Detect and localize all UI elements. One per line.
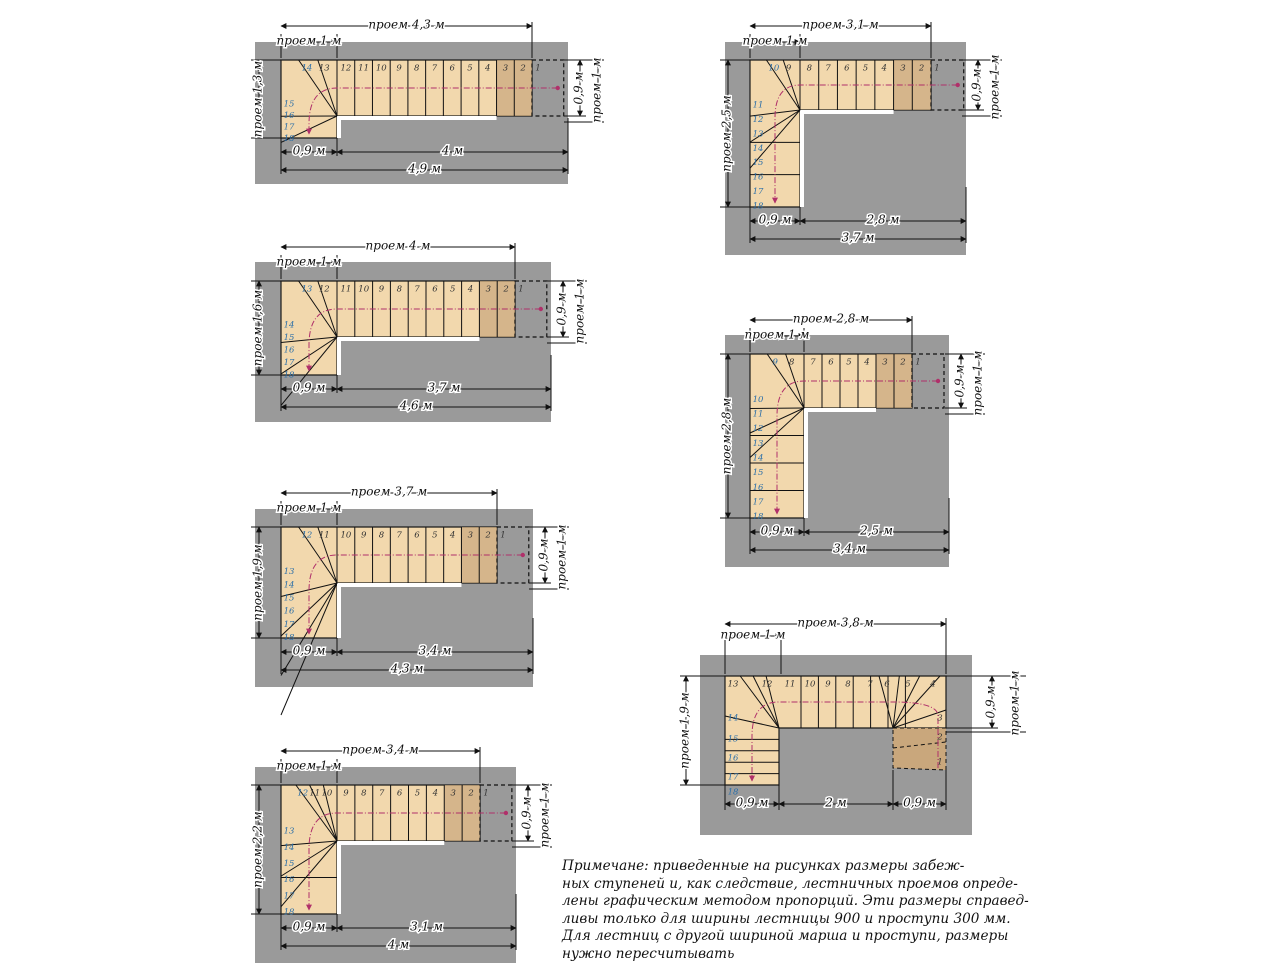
opening-dimension: проем 1 м [720,627,786,642]
step-number: 17 [283,357,295,368]
step-number: 15 [727,734,739,745]
bottom-dimension-first: 0,9 м [292,643,326,658]
step-number: 4 [881,63,887,74]
note-line: лены графическим методом пропорций. Эти размеры справед- [562,893,1029,910]
start-dot [936,379,940,383]
bottom-dimension-first: 0,9 м [758,212,792,227]
note-line: Для лестниц с другой шириной марша и проступи, размеры [562,928,1009,945]
step-number: 2 [937,732,943,743]
step-number: 15 [283,333,295,344]
leg-gap [337,116,341,138]
landing-opening-dimension: проем 1 м [589,57,604,123]
step-number: 10 [375,63,387,74]
step-number: 8 [396,284,403,295]
step-number: 16 [283,606,295,617]
step-number: 3 [485,284,492,295]
step-number: 3 [502,63,509,74]
step-number: 9 [396,63,402,74]
step-number: 17 [752,186,764,197]
bottom-dimension-second: 3,1 м [410,919,443,934]
step-number: 3 [467,530,474,541]
step-number: 14 [301,63,313,74]
step-number: 1 [535,63,541,74]
step-number: 4 [930,679,936,690]
leg-gap [337,337,341,375]
opening-dimension: проем 1 м [276,254,342,269]
step-number: 13 [301,284,313,295]
step-number: 7 [414,284,420,295]
bottom-dimension-total: 4,6 м [399,398,433,413]
landing-opening-dimension: проем 1 м [987,54,1002,120]
bottom-dimension-second: 2 м [825,795,847,810]
top-opening-dimension: проем 3,8 м [797,615,874,630]
diagram-d2 [251,239,588,423]
step-number: 1 [934,63,940,74]
step-number: 10 [340,530,352,541]
side-opening-dimension: проем 2,8 м [719,397,734,475]
step-number: 4 [484,63,491,74]
step-number: 13 [283,826,295,837]
step-number: 17 [752,497,764,508]
step-number: 16 [283,875,295,886]
opening-dimension: проем 1 м [276,33,342,48]
step-number: 1 [937,757,943,768]
step-number: 4 [449,530,456,541]
step-number: 7 [378,788,385,799]
step-number: 18 [283,370,295,381]
step-number: 9 [785,63,792,74]
step-number: 9 [378,284,385,295]
side-opening-dimension: проем 1,6 м [250,289,265,367]
step-number: 17 [727,772,739,783]
step-number: 3 [937,713,943,724]
bottom-dimension-first: 0,9 м [735,795,769,810]
step-number: 15 [752,158,764,169]
step-number: 11 [340,284,352,295]
diagram-d7 [678,616,1027,836]
step-number: 12 [752,424,764,435]
step-number: 14 [752,143,764,154]
flight-gap [804,408,876,412]
step-number: 18 [283,632,295,643]
step-number: 2 [468,788,474,799]
flight-gap [337,337,479,341]
start-dot [956,83,960,87]
step-number: 14 [727,713,739,724]
step-number: 14 [283,320,295,331]
landing-opening-dimension: проем 1 м [572,278,587,344]
opening-dimension: проем 1 м [744,327,810,342]
step-number: 6 [414,530,420,541]
step-number: 15 [283,593,295,604]
step-number: 12 [752,115,764,126]
step-number: 9 [343,788,349,799]
step-number: 6 [884,679,890,690]
landing-width-dimension: 0,9 м [952,364,967,398]
step-number: 12 [318,284,330,295]
step-number: 18 [283,133,295,144]
step-number: 5 [449,284,456,295]
step-number: 8 [845,679,851,690]
step-number: 2 [485,530,491,541]
step-number: 14 [283,842,295,853]
step-number: 10 [358,284,370,295]
landing-opening-dimension: проем 1 м [970,350,985,416]
bottom-dimension-second: 2,5 м [860,523,893,538]
step-number: 17 [283,122,295,133]
flight-gap [337,583,461,587]
bottom-dimension-first: 0,9 м [292,919,326,934]
step-number: 8 [806,63,813,74]
step-number: 9 [825,679,831,690]
step-number: 4 [864,357,870,368]
bottom-dimension-second: 3,7 м [427,380,461,395]
bottom-dimension-first: 0,9 м [292,143,326,158]
start-dot [504,811,508,815]
step-number: 13 [283,567,295,578]
step-number: 6 [828,357,834,368]
step-number: 18 [283,907,295,918]
flight-gap [337,116,497,120]
start-dot [521,553,525,557]
top-opening-dimension: проем 3,7 м [350,484,428,499]
step-number: 2 [520,63,526,74]
step-number: 8 [378,530,385,541]
landing-width-dimension: 0,9 м [554,292,569,326]
step-number: 9 [772,357,778,368]
top-opening-dimension: проем 3,1 м [802,17,879,32]
step-number: 11 [752,409,764,420]
step-number: 10 [752,394,764,405]
side-opening-dimension: проем 1,9 м [677,692,692,769]
step-number: 10 [321,788,333,799]
step-number: 1 [915,357,921,368]
step-number: 6 [844,63,850,74]
step-number: 6 [449,63,455,74]
step-number: 16 [283,110,295,121]
start-dot [539,307,543,311]
step-number: 4 [467,284,474,295]
step-number: 12 [301,530,313,541]
step-number: 8 [789,357,795,368]
step-number: 18 [752,201,764,212]
top-opening-dimension: проем 2,8 м [792,311,870,326]
step-number: 5 [432,530,438,541]
step-number: 7 [810,357,816,368]
landing-width-dimension: 0,9 м [969,68,984,102]
step-number: 15 [283,858,295,869]
diagram-d1 [251,18,605,185]
step-number: 3 [900,63,906,74]
bottom-dimension-first: 0,9 м [292,380,326,395]
flight-gap [800,110,894,114]
diagram-d6 [720,312,986,568]
bottom-dimension-total: 4,3 м [390,661,424,676]
flight-gap [337,841,444,845]
step-number: 14 [752,453,764,464]
top-opening-dimension: проем 4,3 м [368,17,445,32]
opening-dimension: проем 1 м [742,33,808,48]
step-number: 11 [318,530,330,541]
landing-opening-dimension: проем 1 м [1007,670,1022,736]
step-number: 12 [340,63,352,74]
diagram-d3 [251,485,570,716]
bottom-dimension-second: 4 м [441,143,464,158]
side-opening-dimension: проем 2,2 м [250,811,265,888]
leg-gap [337,841,341,914]
step-number: 16 [752,482,764,493]
bottom-dimension-first: 0,9 м [760,523,794,538]
step-number: 11 [752,100,764,111]
side-opening-dimension: проем 2,5 м [719,95,734,172]
step-number: 11 [309,788,321,799]
step-number: 12 [761,679,773,690]
step-number: 5 [846,357,852,368]
step-number: 18 [752,512,764,523]
diagram-d4 [251,743,553,964]
note-text [562,858,1062,964]
step-number: 12 [297,788,309,799]
step-number: 18 [727,787,739,798]
bottom-dimension-total: 3,4 м [833,541,866,556]
note-line: ливы только для ширины лестницы 900 и проступи 300 мм. [562,910,1011,927]
step-number: 7 [867,679,873,690]
opening-dimension: проем 1 м [276,758,342,773]
step-number: 11 [358,63,370,74]
step-number: 15 [283,99,295,110]
step-number: 1 [518,284,524,295]
step-number: 4 [432,788,439,799]
step-number: 14 [283,580,295,591]
step-number: 5 [414,788,421,799]
bottom-dimension-total: 4,9 м [408,161,441,176]
step-number: 16 [727,753,739,764]
step-number: 8 [414,63,420,74]
top-opening-dimension: проем 4 м [365,238,431,253]
diagram-d5 [720,18,1003,256]
step-number: 2 [503,284,509,295]
step-number: 16 [752,172,764,183]
bottom-dimension-total: 3,7 м [841,230,875,245]
step-number: 10 [768,63,780,74]
step-number: 10 [804,679,816,690]
step-number: 17 [283,891,295,902]
landing-width-dimension: 0,9 м [983,685,998,719]
step-number: 11 [784,679,796,690]
step-number: 13 [318,63,330,74]
landing-opening-dimension: проем 1 м [537,782,552,848]
step-number: 7 [825,63,831,74]
step-number: 5 [862,63,869,74]
step-number: 13 [752,438,764,449]
step-number: 8 [361,788,367,799]
step-number: 16 [283,345,295,356]
step-number: 7 [396,530,402,541]
side-opening-dimension: проем 1,3 м [250,60,265,138]
step-number: 13 [727,679,739,690]
step-number: 5 [905,679,911,690]
step-number: 15 [752,468,764,479]
step-number: 17 [283,619,295,630]
landing-width-dimension: 0,9 м [536,538,551,572]
step-number: 6 [396,788,403,799]
step-number: 3 [882,357,888,368]
step-number: 2 [900,357,906,368]
landing-width-dimension: 0,9 м [571,71,586,105]
step-number: 5 [467,63,473,74]
side-opening-dimension: проем 1,9 м [250,544,265,621]
leg-gap [804,408,808,518]
step-number: 6 [432,284,438,295]
step-number: 13 [752,129,764,140]
opening-dimension: проем 1 м [276,500,342,515]
landing-width-dimension: 0,9 м [519,796,534,830]
leg-gap [800,110,804,207]
step-number: 7 [431,63,438,74]
top-opening-dimension: проем 3,4 м [342,742,419,757]
step-number: 9 [360,530,367,541]
step-number: 2 [918,63,925,74]
bottom-dimension-third: 0,9 м [903,795,936,810]
bottom-dimension-second: 3,4 м [418,643,452,658]
bottom-dimension-second: 2,8 м [866,212,900,227]
step-number: 1 [500,530,506,541]
leg-gap [337,583,341,638]
landing-opening-dimension: проем 1 м [554,524,569,590]
note-line: Примечане: приведенные на рисунках размеры забеж- [562,858,965,874]
bottom-dimension-total: 4 м [387,937,410,952]
step-number: 3 [450,788,456,799]
start-dot [556,86,560,90]
note-line: ных ступеней и, как следствие, лестничных проемов опреде- [562,875,1018,892]
note-line: нужно пересчитывать [562,945,735,962]
step-number: 1 [483,788,489,799]
